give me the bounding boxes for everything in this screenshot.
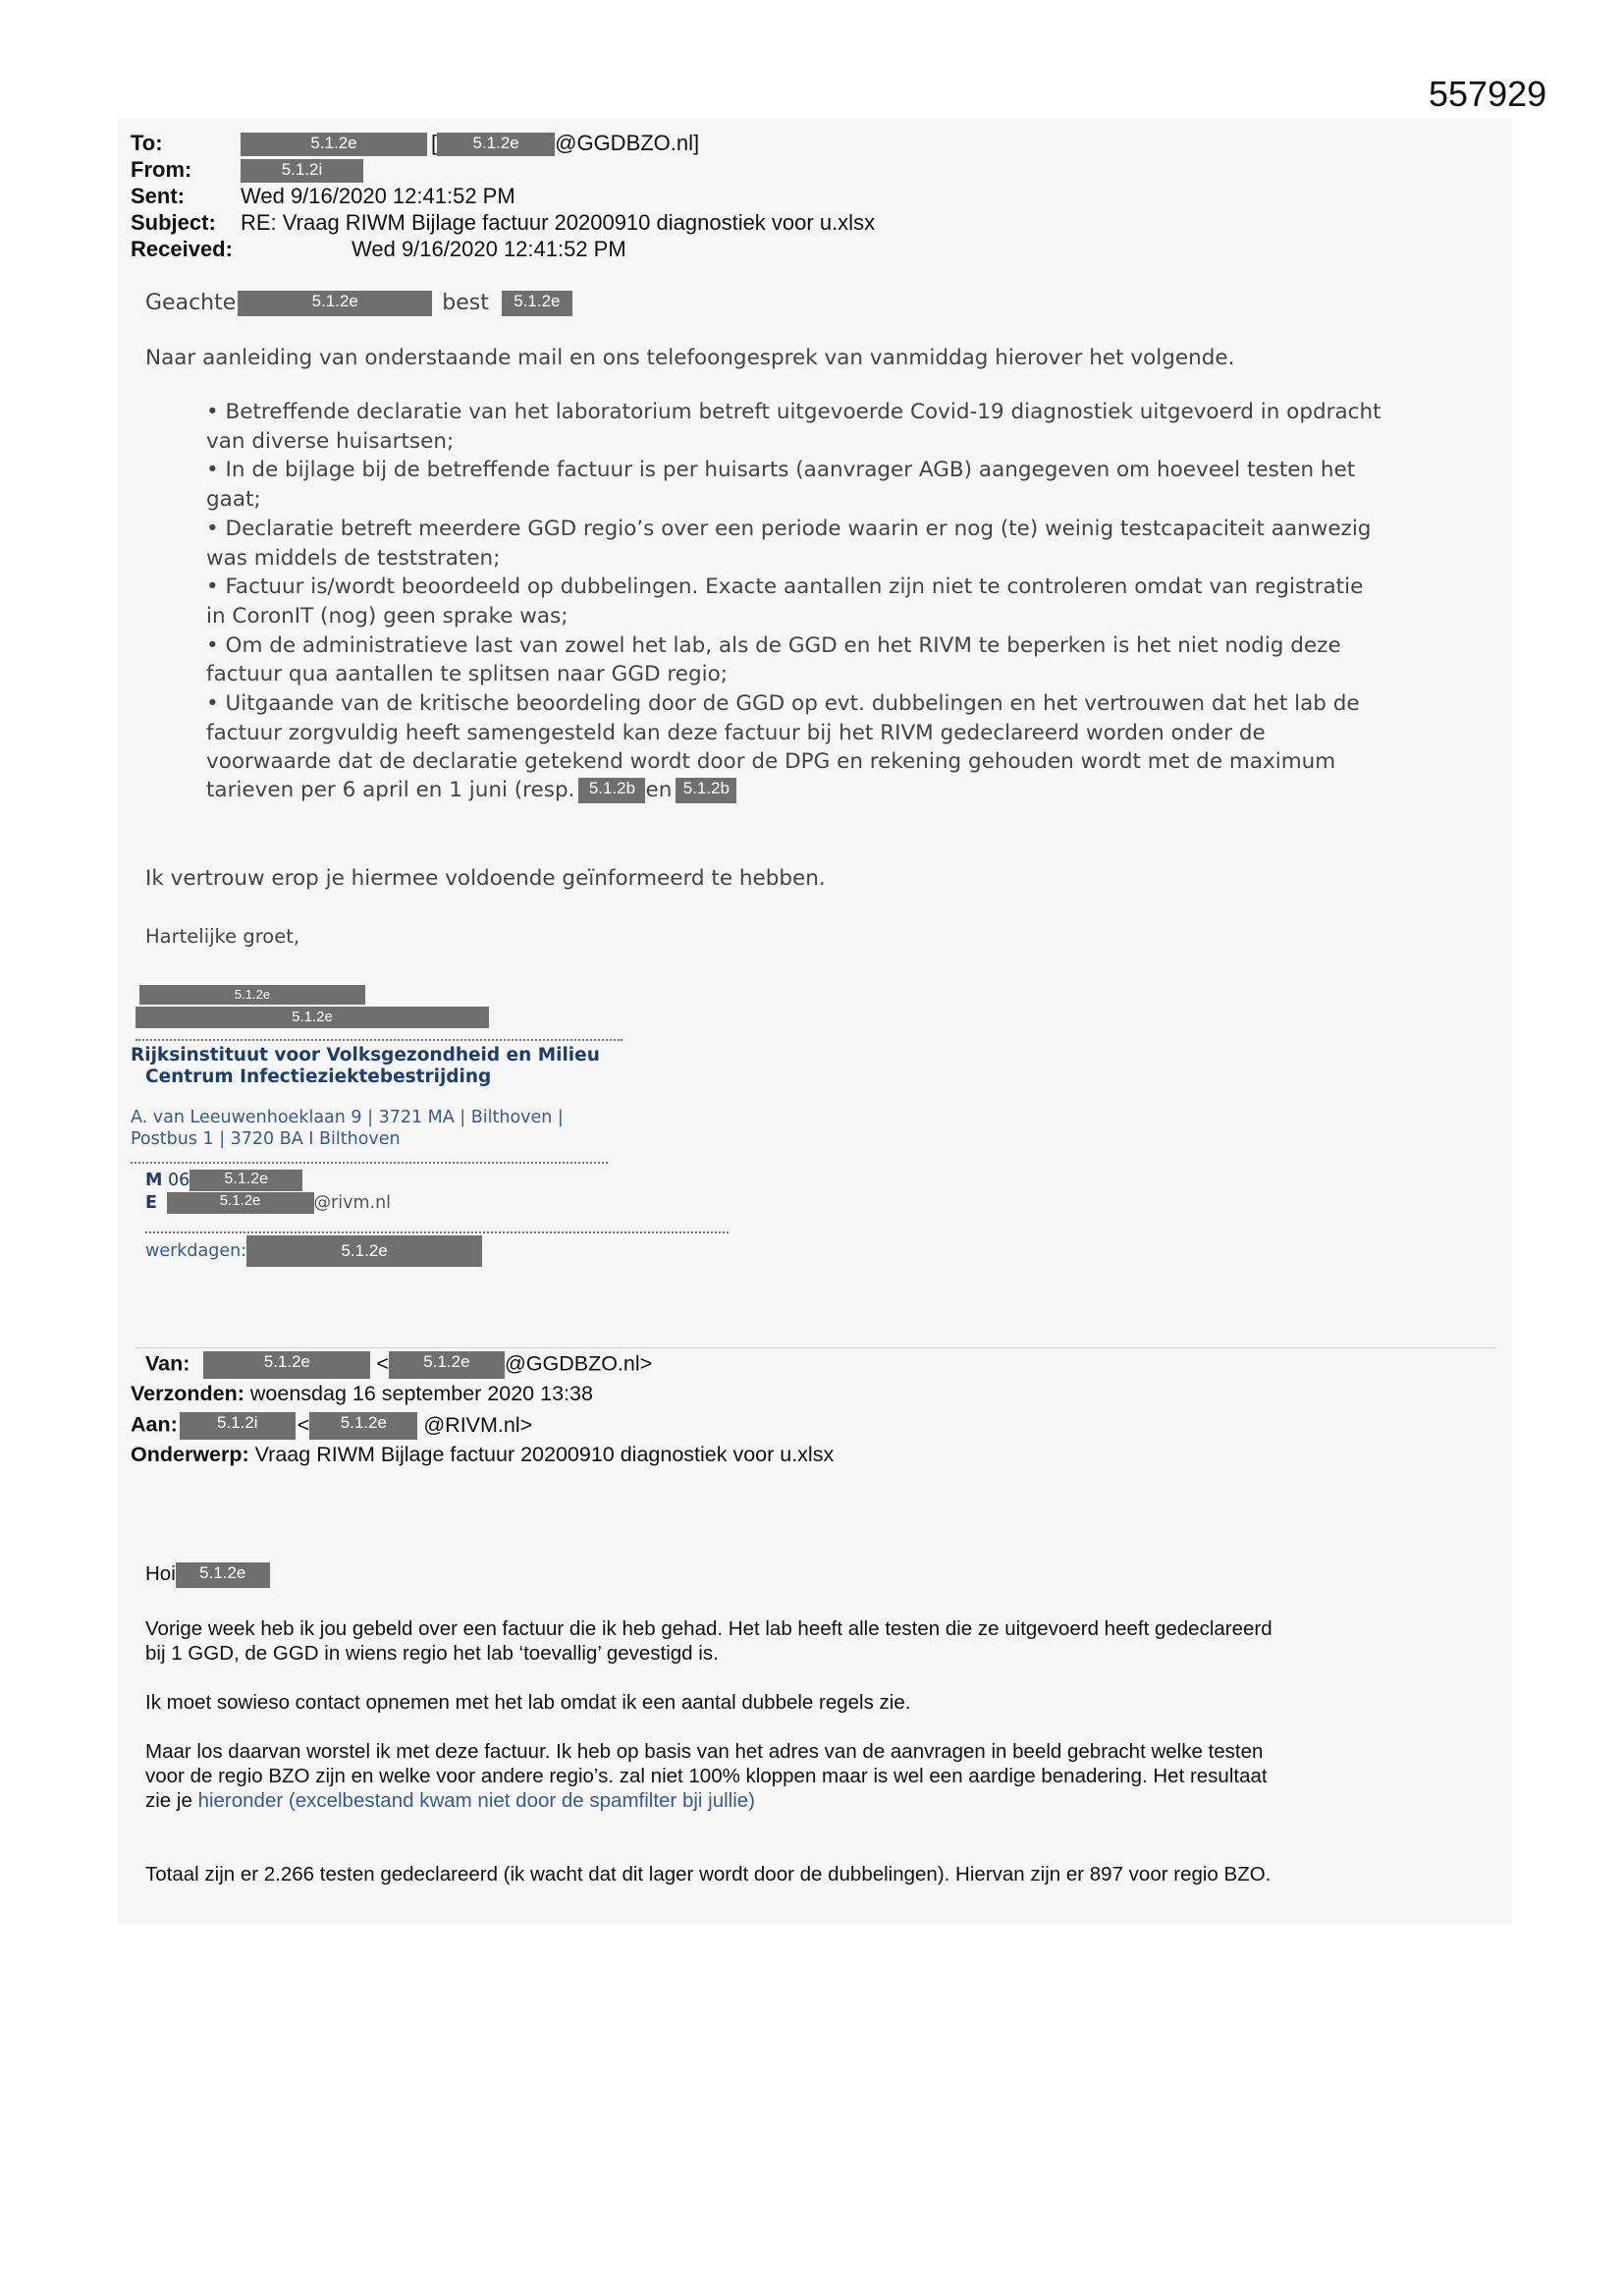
message-p1-line2: bij 1 GGD, de GGD in wiens regio het lab ‘toevallig’ gevestigd is. xyxy=(145,1642,719,1665)
redaction-box: 5.1.2e xyxy=(135,1007,489,1028)
bullet-list: • Betreffende declaratie van het laboratorium betreft uitgevoerde Covid-19 diagnostiek uitgevoerd in opdracht van diverse huisartsen; • In de bijlage bij de betreffende factuur is per huisarts (aanvrager AGB) aangegeven om hoeveel testen het gaat; • Declaratie betreft meerdere GGD regio’s over een periode waarin er nog (te) weinig testcapaciteit aanwezig was middels de teststraten; • Factuur is/wordt beoordeeld op dubbelingen. Exacte aantallen zijn niet te controleren omdat van registratie in CoronIT (nog) geen sprake was; • Om de administratieve last van zowel het lab, als de GGD en het RIVM te beperken is het niet nodig deze factuur qua aantallen te splitsen naar GGD regio; • Uitgaande van de kritische beoordeling door de GGD op evt. dubbelingen en het vertrouwen dat het lab de factuur zorgvuldig heeft samengesteld kan deze factuur bij het RIVM gedeclareerd worden onder de voorwaarde dat de declaratie getekend wordt door de DPG en rekening gehouden wordt met de maximum xyxy=(206,400,1381,775)
sent-label: Sent: xyxy=(131,184,185,208)
mobile-prefix: 06 xyxy=(168,1171,190,1190)
signature-address-2: Postbus 1 | 3720 BA I Bilthoven xyxy=(131,1129,401,1149)
greeting-line xyxy=(145,291,572,316)
signature-org: Rijksinstituut voor Volksgezondheid en Milieu xyxy=(131,1045,600,1066)
sent-value: Wed 9/16/2020 12:41:52 PM xyxy=(241,184,515,208)
redaction-box: 5.1.2e xyxy=(437,133,555,156)
aan-domain: @RIVM.nl> xyxy=(423,1412,533,1437)
message-p4: Totaal zijn er 2.266 testen gedeclareerd (ik wacht dat dit lager wordt door de dubbelingen). Hiervan zijn er 897 voor regio BZO. xyxy=(145,1863,1272,1886)
subject-value: RE: Vraag RIWM Bijlage factuur 20200910 diagnostiek voor u.xlsx xyxy=(241,210,876,235)
aan-lt: < xyxy=(297,1412,310,1437)
redaction-box: 5.1.2e xyxy=(502,291,572,316)
email-domain: @rivm.nl xyxy=(313,1193,392,1213)
greeting-best: best xyxy=(442,291,489,315)
subject-label: Subject: xyxy=(131,210,216,235)
redaction-box: 5.1.2e xyxy=(241,133,427,156)
received-label: Received: xyxy=(131,237,233,261)
redaction-box: 5.1.2e xyxy=(203,1351,370,1379)
redaction-box: 5.1.2e xyxy=(167,1192,314,1214)
van-label: Van: xyxy=(145,1351,190,1376)
signature-divider xyxy=(145,1231,729,1233)
workdays-label: werkdagen: xyxy=(145,1241,247,1261)
greeting-text: Geachte xyxy=(145,291,237,315)
hoi-line xyxy=(145,1561,270,1588)
redaction-box: 5.1.2e xyxy=(389,1351,505,1379)
redaction-box: 5.1.2e xyxy=(238,291,432,316)
message-p2: Ik moet sowieso contact opnemen met het lab omdat ik een aantal dubbele regels zie. xyxy=(145,1691,911,1714)
signature-mobile xyxy=(145,1170,302,1191)
last-line-en: en xyxy=(645,778,673,802)
aan-label: Aan: xyxy=(131,1412,178,1437)
closing-sentence: Ik vertrouw erop je hiermee voldoende geïnformeerd te hebben. xyxy=(145,866,826,891)
email-label: E xyxy=(145,1193,157,1213)
intro-paragraph: Naar aanleiding van onderstaande mail en ons telefoongesprek van vanmiddag hierover het volgende. xyxy=(145,346,1235,370)
message-p3-line2: voor de regio BZO zijn en welke voor andere regio’s. zal niet 100% kloppen maar is wel een aardige benadering. Het resultaat xyxy=(145,1765,1268,1787)
van-lt: < xyxy=(376,1351,389,1376)
from-label: From: xyxy=(131,157,192,182)
fwd-onderwerp-row xyxy=(131,1443,834,1467)
fwd-verzonden-row xyxy=(131,1382,593,1406)
redaction-box: 5.1.2b xyxy=(676,778,736,803)
to-domain: @GGDBZO.nl] xyxy=(555,131,700,155)
p3-line3-a: zie je xyxy=(145,1789,192,1812)
bullet-last-line xyxy=(206,778,736,803)
redaction-box: 5.1.2b xyxy=(578,778,645,803)
message-p1-line1: Vorige week heb ik jou gebeld over een factuur die ik heb gehad. Het lab heeft alle testen die ze uitgevoerd heeft gedeclareerd xyxy=(145,1617,1272,1640)
signature-dept: Centrum Infectieziektebestrijding xyxy=(145,1066,492,1087)
regards: Hartelijke groet, xyxy=(145,925,300,948)
redaction-box: 5.1.2i xyxy=(241,159,363,183)
message-p3-line3 xyxy=(145,1788,755,1813)
onderwerp-label: Onderwerp: xyxy=(131,1443,249,1466)
signature-workdays xyxy=(145,1235,482,1267)
signature-divider xyxy=(131,1162,608,1164)
redaction-box: 5.1.2e xyxy=(176,1562,270,1588)
hoi-text: Hoi xyxy=(145,1562,176,1585)
signature-divider xyxy=(135,1039,623,1041)
message-p3-line1: Maar los daarvan worstel ik met deze factuur. Ik heb op basis van het adres van de aanvragen in beeld gebracht welke testen xyxy=(145,1740,1264,1763)
verzonden-value: woensdag 16 september 2020 13:38 xyxy=(249,1382,593,1405)
redaction-box: 5.1.2i xyxy=(180,1412,296,1440)
redaction-box: 5.1.2e xyxy=(189,1170,302,1191)
message-separator xyxy=(135,1347,1495,1348)
onderwerp-value: Vraag RIWM Bijlage factuur 20200910 diagnostiek voor u.xlsx xyxy=(254,1443,835,1466)
mobile-label: M xyxy=(145,1171,163,1190)
van-domain: @GGDBZO.nl> xyxy=(504,1351,653,1376)
p3-line3-b: hieronder (excelbestand kwam niet door de spamfilter bji jullie) xyxy=(197,1789,756,1812)
redaction-box: 5.1.2e xyxy=(246,1235,482,1267)
redaction-box: 5.1.2e xyxy=(139,985,365,1005)
signature-address-1: A. van Leeuwenhoeklaan 9 | 3721 MA | Bilthoven | xyxy=(131,1108,564,1127)
redaction-box: 5.1.2e xyxy=(309,1412,417,1440)
document-number: 557929 xyxy=(1429,74,1547,114)
verzonden-label: Verzonden: xyxy=(131,1382,244,1405)
to-label: To: xyxy=(131,131,163,155)
fwd-aan-row xyxy=(131,1412,532,1440)
last-line-text: tarieven per 6 april en 1 juni (resp. xyxy=(206,778,575,802)
signature-email xyxy=(145,1192,391,1214)
to-bracket: [ xyxy=(431,131,438,155)
fwd-van-row xyxy=(145,1351,652,1379)
received-value: Wed 9/16/2020 12:41:52 PM xyxy=(352,237,626,261)
